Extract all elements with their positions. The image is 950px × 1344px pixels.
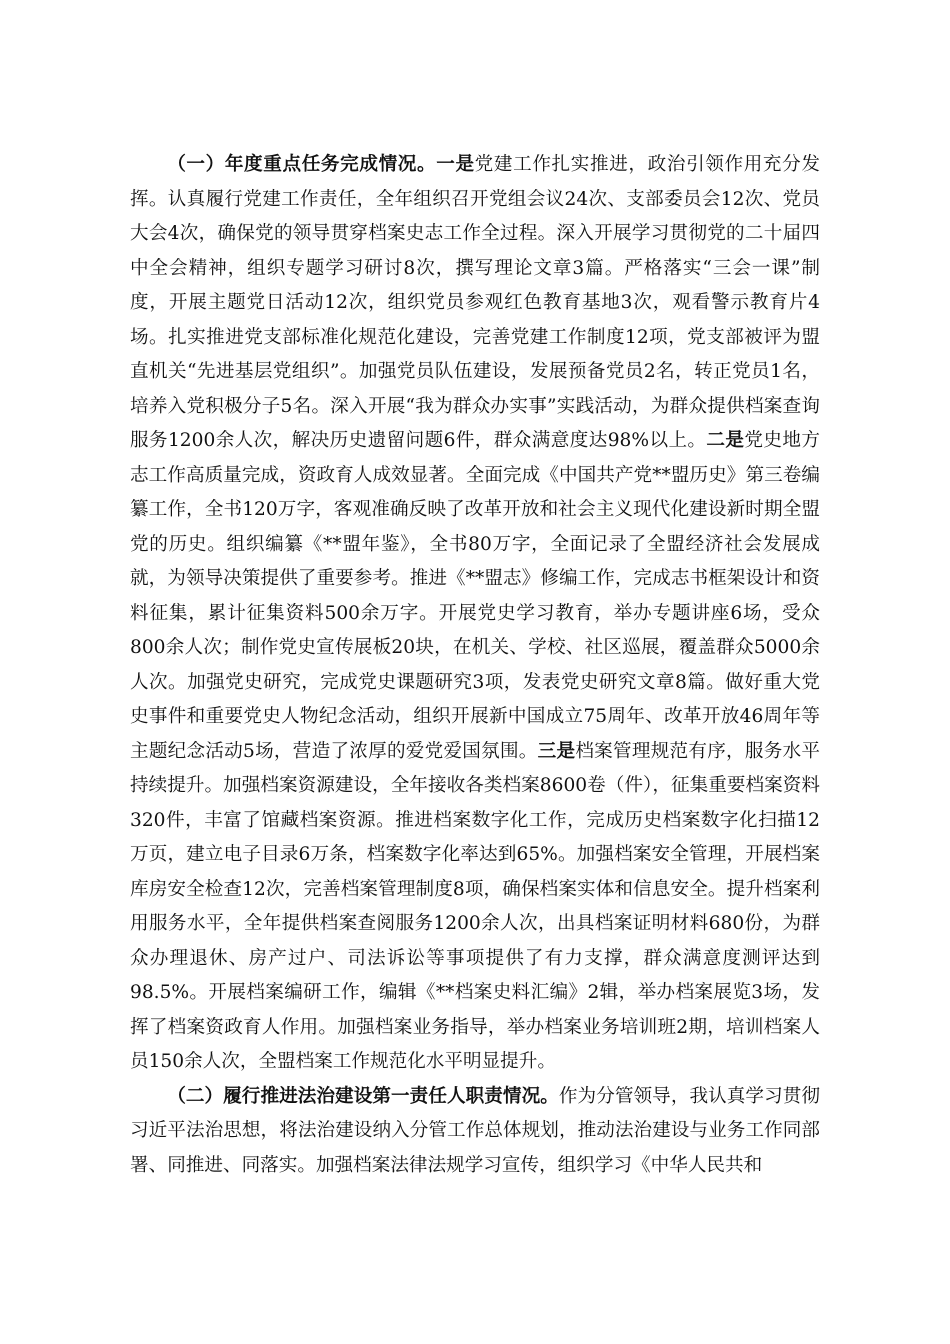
paragraph-rule-of-law	[130, 1080, 820, 1184]
rule-of-law-text: 作为分管领导，我认真学习贯彻习近平法治思想，将法治建设纳入分管工作总体规划，推动法治建设与业务工作同部署、同推进、同落实。加强档案法律法规学习宣传，组织学习《中华人民共和	[130, 1085, 820, 1176]
document-body	[130, 148, 820, 1183]
point-three-text: 档案管理规范有序，服务水平持续提升。加强档案资源建设，全年接收各类档案8600卷（件），征集重要档案资料320件，丰富了馆藏档案资源。推进档案数字化工作，完成历史档案数字化扫描12万页，建立电子目录6万条，档案数字化率达到65%。加强档案安全管理，开展档案库房安全检查12次，完善档案管理制度8项，确保档案实体和信息安全。提升档案利用服务水平，全年提供档案查阅服务1200余人次，出具档案证明材料680份，为群众办理退休、房产过户、司法诉讼等事项提供了有力支撑，群众满意度测评达到98.5%。开展档案编研工作，编辑《**档案史料汇编》2辑，举办档案展览3场，发挥了档案资政育人作用。加强档案业务指导，举办档案业务培训班2期，培训档案人员150余人次，全盟档案工作规范化水平明显提升。	[130, 740, 820, 1072]
point-two-text: 党史地方志工作高质量完成，资政育人成效显著。全面完成《中国共产党**盟历史》第三卷编纂工作，全书120万字，客观准确反映了改革开放和社会主义现代化建设新时期全盟党的历史。组织编纂《**盟年鉴》，全书80万字，全面记录了全盟经济社会发展成就，为领导决策提供了重要参考。推进《**盟志》修编工作，完成志书框架设计和资料征集，累计征集资料500余万字。开展党史学习教育，举办专题讲座6场，受众800余人次；制作党史宣传展板20块，在机关、学校、社区巡展，覆盖群众5000余人次。加强党史研究，完成党史课题研究3项，发表党史研究文章8篇。做好重大党史事件和重要党史人物纪念活动，组织开展新中国成立75周年、改革开放46周年等主题纪念活动5场，营造了浓厚的爱党爱国氛围。	[130, 430, 820, 762]
section-heading-rule-of-law: （二）履行推进法治建设第一责任人职责情况。	[167, 1085, 559, 1107]
point-two-label: 二是	[706, 430, 745, 451]
point-one-text: 党建工作扎实推进，政治引领作用充分发挥。认真履行党建工作责任，全年组织召开党组会议24次、支部委员会12次、党员大会4次，确保党的领导贯穿档案史志工作全过程。深入开展学习贯彻党的二十届四中全会精神，组织专题学习研讨8次，撰写理论文章3篇。严格落实“三会一课”制度，开展主题党日活动12次，组织党员参观红色教育基地3次，观看警示教育片4场。扎实推进党支部标准化规范化建设，完善党建工作制度12项，党支部被评为盟直机关“先进基层党组织”。加强党员队伍建设，发展预备党员2名，转正党员1名，培养入党积极分子5名。深入开展“我为群众办实事”实践活动，为群众提供档案查询服务1200余人次，解决历史遗留问题6件，群众满意度达98%以上。	[130, 154, 820, 451]
paragraph-annual-tasks	[130, 148, 820, 1080]
point-three-label: 三是	[537, 740, 576, 762]
section-heading-annual-tasks: （一）年度重点任务完成情况。	[167, 154, 437, 175]
point-one-label: 一是	[436, 154, 475, 175]
